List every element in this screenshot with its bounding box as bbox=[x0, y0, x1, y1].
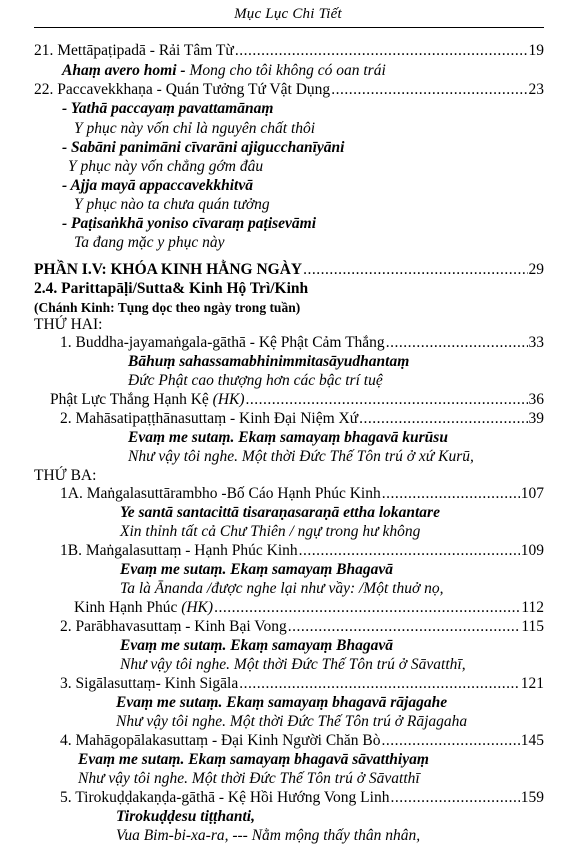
translation-line: Y phục này vốn chỉ là nguyên chất thôi bbox=[74, 120, 316, 137]
translation-line: Đức Phật cao thượng hơn các bậc trí tuệ bbox=[128, 372, 383, 389]
toc-page: 39 bbox=[528, 410, 544, 427]
translation-line: Vua Bim-bi-xa-ra, --- Nằm mộng thấy thân nhân, bbox=[116, 827, 421, 844]
leader-dots bbox=[239, 675, 520, 693]
translation-line: Như vậy tôi nghe. Một thời Đức Thế Tôn trú ở xứ Kurū, bbox=[128, 448, 474, 465]
pali-text: Ahaṃ avero homi - bbox=[62, 62, 186, 79]
pali-line: Ye santā santacittā tisaraṇasaraṇā ettha lokantare bbox=[120, 504, 440, 521]
pali-line: Tirokuḍḍesu tiṭṭhanti, bbox=[116, 808, 255, 825]
translation-line: Xin thỉnh tất cả Chư Thiên / ngự trong hư không bbox=[120, 523, 421, 540]
pali-line: Bāhuṃ sahassamabhinimmitasāyudhantaṃ bbox=[128, 353, 410, 370]
pali-line: - Ajja mayā appaccavekkhitvā bbox=[62, 177, 253, 194]
toc-entry[interactable] bbox=[60, 410, 544, 428]
toc-page: 145 bbox=[520, 732, 544, 749]
translation-line: Như vậy tôi nghe. Một thời Đức Thế Tôn trú ở Sāvatthī bbox=[78, 770, 420, 787]
pali-line: Evaṃ me sutaṃ. Ekaṃ samayaṃ bhagavā kurūsu bbox=[128, 429, 448, 446]
leader-dots bbox=[299, 542, 520, 560]
leader-dots bbox=[214, 599, 520, 617]
toc-page: 36 bbox=[528, 391, 544, 408]
toc-title: Phật Lực Thắng Hạnh Kệ (HK) bbox=[50, 391, 245, 408]
leader-dots bbox=[235, 42, 528, 60]
toc-page: 19 bbox=[528, 42, 544, 59]
translation-line: Ta đang mặc y phục này bbox=[74, 234, 225, 251]
toc-page: 115 bbox=[521, 618, 544, 635]
toc-entry[interactable] bbox=[34, 42, 544, 60]
section-note: (Chánh Kinh: Tụng dọc theo ngày trong tuần) bbox=[34, 300, 301, 315]
translation-line: Như vậy tôi nghe. Một thời Đức Thế Tôn trú ở Rājagaha bbox=[116, 713, 468, 730]
section-heading: 2.4. Parittapāḷi/Sutta& Kinh Hộ Trì/Kinh bbox=[34, 280, 309, 297]
pali-line: - Yathā paccayaṃ pavattamānaṃ bbox=[62, 100, 274, 117]
toc-page: 159 bbox=[520, 789, 544, 806]
toc-page: 109 bbox=[520, 542, 544, 559]
pali-line: Evaṃ me sutaṃ. Ekaṃ samayaṃ Bhagavā bbox=[120, 561, 393, 578]
toc-title: Kinh Hạnh Phúc (HK) bbox=[74, 599, 214, 616]
leader-dots bbox=[331, 81, 527, 99]
leader-dots bbox=[303, 261, 527, 279]
toc-title: 3. Sigālasuttaṃ- Kinh Sigāla bbox=[60, 675, 239, 692]
translation-line: Ta là Ānanda /được nghe lại như vầy: /Một thuở nọ, bbox=[120, 580, 444, 597]
toc-title: 21. Mettāpaṭipadā - Rải Tâm Từ bbox=[34, 42, 234, 59]
toc-title: 1. Buddha-jayamaṅgala-gāthā - Kệ Phật Cảm Thắng bbox=[60, 334, 385, 351]
toc-entry[interactable] bbox=[74, 599, 544, 617]
translation-line: Như vậy tôi nghe. Một thời Đức Thế Tôn trú ở Sāvatthī, bbox=[120, 656, 466, 673]
header-rule bbox=[34, 27, 544, 28]
leader-dots bbox=[382, 732, 520, 750]
toc-title: 2. Parābhavasuttaṃ - Kinh Bại Vong bbox=[60, 618, 287, 635]
pali-line bbox=[62, 62, 386, 80]
toc-entry[interactable] bbox=[60, 618, 544, 636]
toc-entry[interactable] bbox=[34, 81, 544, 99]
pali-line: Evaṃ me sutaṃ. Ekaṃ samayaṃ Bhagavā bbox=[120, 637, 393, 654]
toc-page: 33 bbox=[528, 334, 544, 351]
page-header: Mục Lục Chi Tiết bbox=[234, 6, 342, 22]
pali-line: Evaṃ me sutaṃ. Ekaṃ samayaṃ bhagavā sāvatthiyaṃ bbox=[78, 751, 429, 768]
toc-title: 1B. Maṅgalasuttaṃ - Hạnh Phúc Kinh bbox=[60, 542, 298, 559]
toc-page: 23 bbox=[528, 81, 544, 98]
leader-dots bbox=[246, 391, 528, 409]
toc-page: 107 bbox=[520, 485, 544, 502]
toc-entry[interactable] bbox=[60, 542, 544, 560]
translation-text: Mong cho tôi không có oan trái bbox=[185, 62, 386, 79]
translation-line: Y phục này vốn chẳng gớm đâu bbox=[68, 158, 264, 175]
toc-entry[interactable] bbox=[60, 732, 544, 750]
leader-dots bbox=[359, 410, 527, 428]
toc-title: 4. Mahāgopālakasuttaṃ - Đại Kinh Người Chăn Bò bbox=[60, 732, 381, 749]
toc-title: 1A. Maṅgalasuttārambho -Bố Cáo Hạnh Phúc Kinh bbox=[60, 485, 381, 502]
translation-line: Y phục nào ta chưa quán tưởng bbox=[74, 196, 270, 213]
toc-title: 22. Paccavekkhaṇa - Quán Tưởng Tứ Vật Dụng bbox=[34, 81, 331, 98]
toc-page: 121 bbox=[520, 675, 544, 692]
toc-page: 112 bbox=[521, 599, 544, 616]
toc-entry[interactable] bbox=[60, 485, 544, 503]
leader-dots bbox=[390, 789, 519, 807]
toc-entry[interactable] bbox=[60, 675, 544, 693]
toc-title: 5. Tirokuḍḍakaṇḍa-gāthā - Kệ Hồi Hướng Vong Linh bbox=[60, 789, 390, 806]
day-heading: THỨ BA: bbox=[34, 467, 97, 484]
leader-dots bbox=[288, 618, 521, 636]
leader-dots bbox=[382, 485, 520, 503]
pali-line: - Sabāni panimāni cīvarāni ajigucchanīyāni bbox=[62, 139, 345, 156]
part-title: PHẦN I.V: KHÓA KINH HẰNG NGÀY bbox=[34, 261, 303, 278]
day-heading: THỨ HAI: bbox=[34, 316, 103, 333]
pali-line: Evaṃ me sutaṃ. Ekaṃ samayaṃ bhagavā rājagahe bbox=[116, 694, 448, 711]
toc-title: 2. Mahāsatipaṭṭhānasuttaṃ - Kinh Đại Niệm Xứ bbox=[60, 410, 359, 427]
toc-entry[interactable] bbox=[50, 391, 544, 409]
pali-line: - Paṭisaṅkhā yoniso cīvaraṃ paṭisevāmi bbox=[62, 215, 317, 232]
toc-page: 29 bbox=[528, 261, 544, 278]
toc-entry[interactable] bbox=[60, 789, 544, 807]
part-heading[interactable] bbox=[34, 261, 544, 279]
leader-dots bbox=[386, 334, 528, 352]
toc-entry[interactable] bbox=[60, 334, 544, 352]
